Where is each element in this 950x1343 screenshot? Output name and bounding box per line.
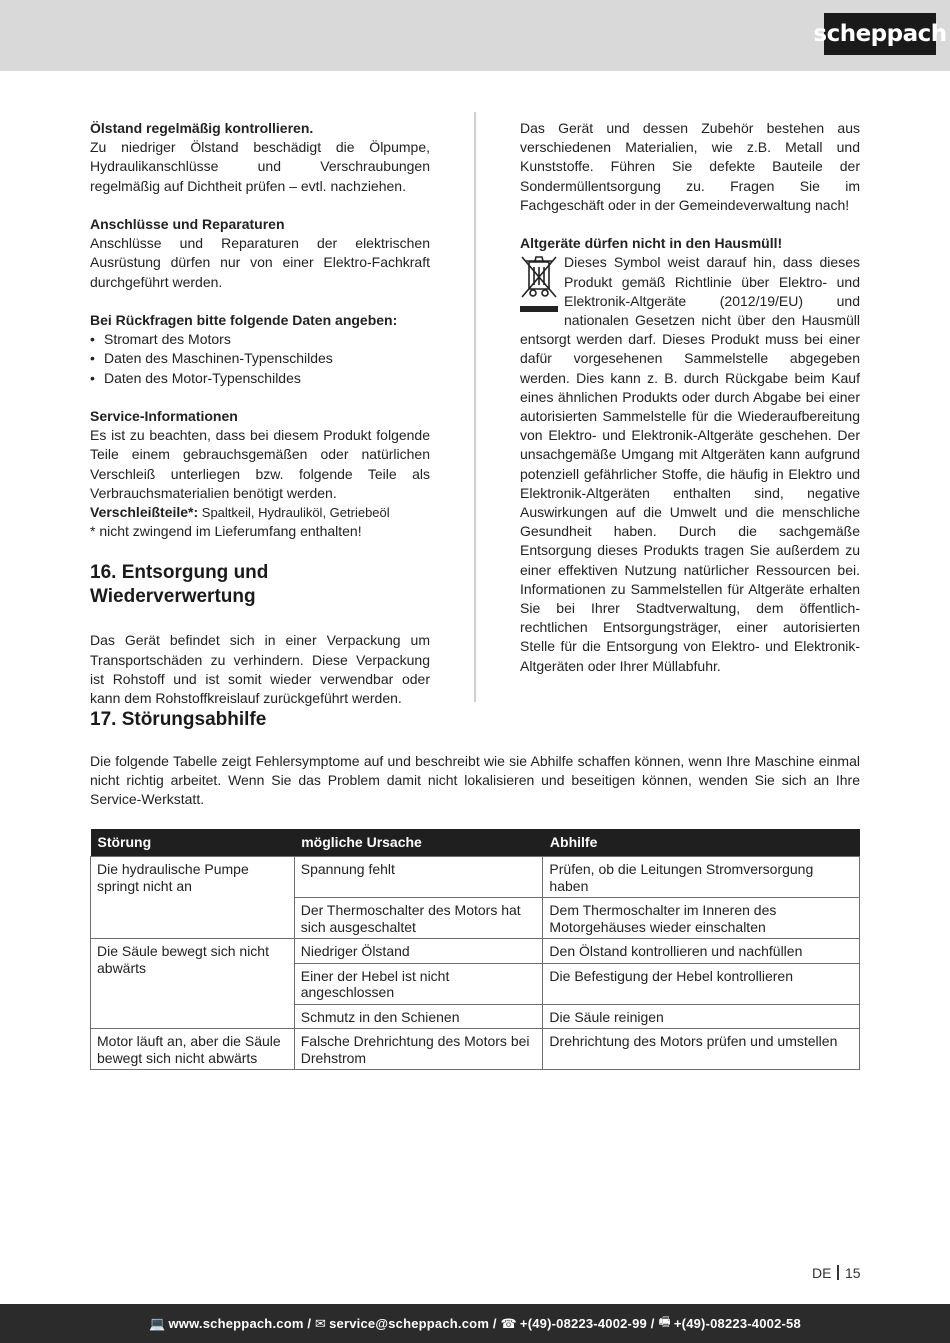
page-number — [812, 1265, 861, 1281]
column-divider — [474, 112, 476, 702]
troubleshooting-table — [90, 829, 860, 1070]
footer-separator: / — [489, 1316, 501, 1331]
remedy-cell: Dem Thermoschalter im Inneren des Motorgehäuses wieder einschalten — [543, 898, 860, 939]
fault-cell: Motor läuft an, aber die Säule bewegt sich nicht abwärts — [91, 1029, 295, 1070]
page-number-separator — [837, 1265, 839, 1280]
cause-cell: Niedriger Ölstand — [294, 939, 543, 964]
column-header: mögliche Ursache — [294, 829, 543, 857]
table-header-row — [91, 829, 860, 857]
table-row — [91, 939, 860, 964]
cause-cell: Schmutz in den Schienen — [294, 1004, 543, 1029]
table-row — [91, 1029, 860, 1070]
remedy-cell: Prüfen, ob die Leitungen Stromversorgung haben — [543, 857, 860, 898]
wear-note: * nicht zwingend im Lieferumfang enthalten! — [90, 523, 362, 540]
column-header: Abhilfe — [543, 829, 860, 857]
queries-heading: Bei Rückfragen bitte folgende Daten angeben: — [90, 312, 398, 328]
footer-separator: / — [646, 1316, 659, 1331]
footer-fax: +(49)-08223-4002-58 — [673, 1316, 801, 1331]
email-icon: ✉ — [315, 1315, 327, 1331]
service-heading: Service-Informationen — [90, 408, 238, 424]
page-header — [0, 0, 950, 71]
fault-cell: Die hydraulische Pumpe springt nicht an — [91, 857, 295, 939]
wear-parts-list: Spaltkeil, Hydrauliköl, Getriebeöl — [198, 505, 390, 521]
section-16-title: 16. Entsorgung und Wiederverwertung — [90, 562, 269, 608]
section-17 — [90, 708, 860, 810]
list-item: • Daten des Maschinen-Typenschildes — [90, 349, 430, 368]
fault-cell: Die Säule bewegt sich nicht abwärts — [91, 939, 295, 1029]
weee-heading: Altgeräte dürfen nicht in den Hausmüll! — [520, 235, 783, 252]
right-column — [520, 119, 860, 676]
crossed-bin-icon — [520, 253, 558, 315]
cause-cell: Einer der Hebel ist nicht angeschlossen — [294, 963, 543, 1004]
column-header: Störung — [91, 829, 295, 857]
footer-email[interactable]: service@scheppach.com — [329, 1316, 490, 1331]
fax-icon: 🖷 — [658, 1313, 671, 1329]
cause-cell: Falsche Drehrichtung des Motors bei Drehstrom — [294, 1029, 543, 1070]
page-language: DE — [812, 1265, 832, 1281]
connections-text: Anschlüsse und Reparaturen der elektrischen Ausrüstung dürfen nur von einer Elektro-Fachkraft durchgeführt werden. — [90, 235, 430, 290]
oil-heading: Ölstand regelmäßig kontrollieren. — [90, 120, 314, 136]
page-footer — [0, 1304, 950, 1343]
materials-text: Das Gerät und dessen Zubehör bestehen aus verschiedenen Materialien, wie z.B. Metall und Kunststoffe. Führen Sie defekte Bauteile der Sondermüllentsorgung zu. Fragen Sie im Fachgeschäft oder in der Gemeindeverwaltung nach! — [520, 120, 860, 213]
remedy-cell: Drehrichtung des Motors prüfen und umstellen — [543, 1029, 860, 1070]
remedy-cell: Die Säule reinigen — [543, 1004, 860, 1029]
table-row — [91, 857, 860, 898]
footer-website[interactable]: www.scheppach.com — [168, 1316, 304, 1331]
list-item: • Stromart des Motors — [90, 330, 430, 349]
footer-separator: / — [303, 1316, 316, 1331]
oil-text: Zu niedriger Ölstand beschädigt die Ölpumpe, Hydraulikanschlüsse und Verschraubungen regelmäßig auf Dichtheit prüfen – evtl. nachziehen. — [90, 139, 430, 194]
section-17-title: 17. Störungsabhilfe — [90, 709, 267, 730]
page-number-value: 15 — [844, 1265, 861, 1281]
wear-parts-line — [90, 503, 430, 522]
section-17-intro: Die folgende Tabelle zeigt Fehlersymptome auf und beschreibt wie sie Abhilfe schaffen können, wenn Ihre Maschine einmal nicht richtig arbeitet. Wenn Sie das Problem damit nicht lokalisieren und beseitigen können, wenden Sie sich an Ihre Service-Werkstatt. — [90, 753, 860, 808]
remedy-cell: Die Befestigung der Hebel kontrollieren — [543, 963, 860, 1004]
weee-text: Dieses Symbol weist darauf hin, dass dieses Produkt gemäß Richtlinie über Elektro- und Elektronik-Altgeräte (2012/19/EU) und nationalen Gesetzen nicht über den Hausmüll entsorgt werden darf. Dieses Produkt muss bei einer dafür vorgesehenen Sammelstelle abgegeben werden. Dies kann z. B. durch Rückgabe beim Kauf eines ähnlichen Produkts oder durch Abgabe bei einer autorisierten Sammelstelle für die Wiederaufbereitung von Elektro- und Elektronik-Altgeräte geschehen. Der unsachgemäße Umgang mit Altgeräten kann aufgrund potenziell gefährlicher Stoffe, die häufig in Elektro und Elektronik-Altgeräten enthalten sind, negative Auswirkungen auf die Umwelt und die menschliche Gesundheit haben. Durch die sachgemäße Entsorgung dieses Produkts tragen Sie außerdem zu einer effektiven Nutzung natürlicher Ressourcen bei. Informationen zu Sammelstellen für Altgeräte erhalten Sie bei Ihrer Stadtverwaltung, dem öffentlich-rechtlichen Entsorgungsträger, einer autorisierten Stelle für die Entsorgung von Elektro- und Elektronik-Altgeräten oder Ihrer Müllabfuhr. — [520, 254, 860, 674]
service-text: Es ist zu beachten, dass bei diesem Produkt folgende Teile einem gebrauchsgemäßen oder natürlichen Verschleiß unterliegen bzw. folgende Teile als Verbrauchsmaterialien benötigt werden. — [90, 427, 430, 501]
cause-cell: Spannung fehlt — [294, 857, 543, 898]
computer-icon: 💻 — [149, 1315, 166, 1331]
wear-parts-label: Verschleißteile*: — [90, 504, 199, 521]
section-16-text: Das Gerät befindet sich in einer Verpackung um Transportschäden zu verhindern. Diese Verpackung ist Rohstoff und ist somit wieder verwendbar oder kann dem Rohstoffkreislauf zurückgeführt werden. — [90, 632, 430, 707]
left-column — [90, 119, 430, 708]
phone-icon: ☎ — [500, 1315, 517, 1331]
connections-heading: Anschlüsse und Reparaturen — [90, 216, 285, 232]
list-item: • Daten des Motor-Typenschildes — [90, 369, 430, 388]
footer-phone: +(49)-08223-4002-99 — [519, 1316, 647, 1331]
queries-list — [90, 330, 430, 388]
cause-cell: Der Thermoschalter des Motors hat sich ausgeschaltet — [294, 898, 543, 939]
remedy-cell: Den Ölstand kontrollieren und nachfüllen — [543, 939, 860, 964]
brand-logo: scheppach — [824, 13, 936, 55]
